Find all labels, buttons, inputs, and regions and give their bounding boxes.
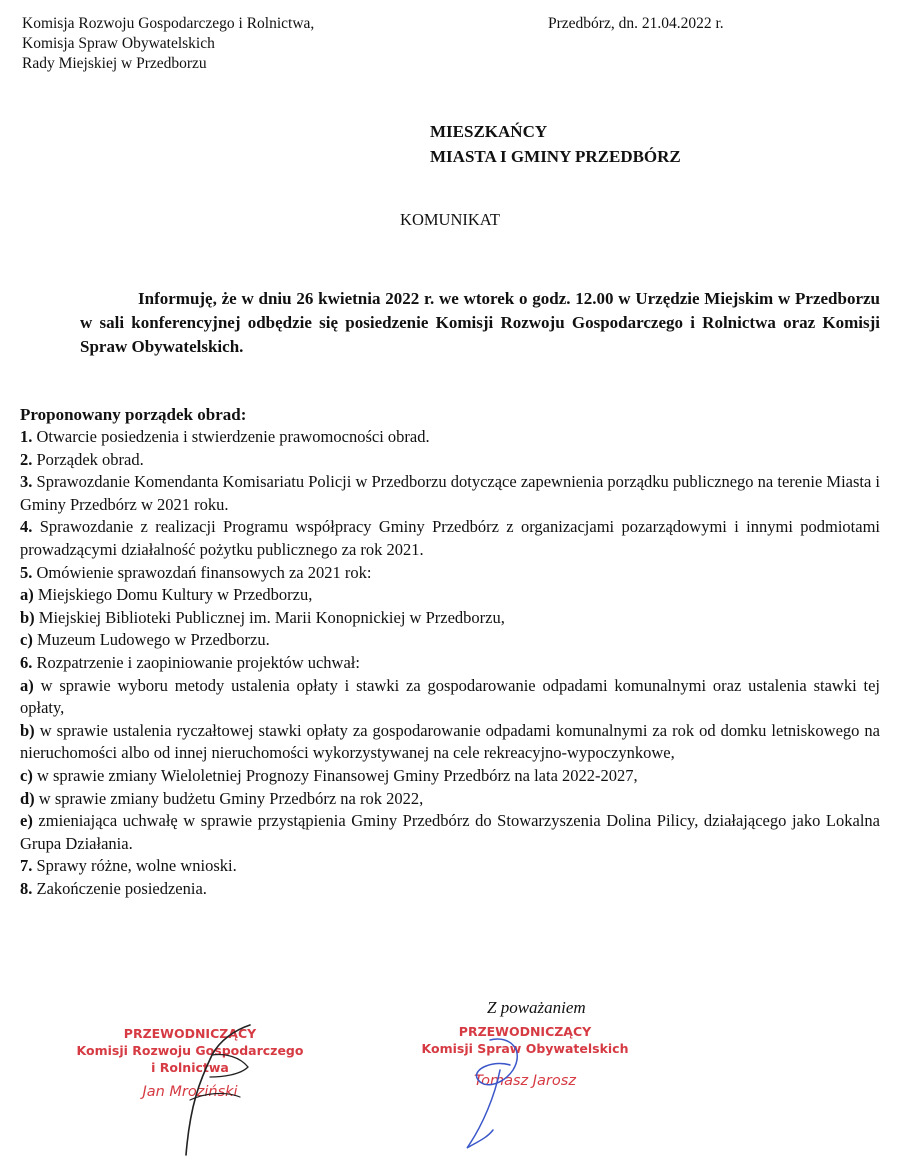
- agenda-item-text: [20, 629, 880, 652]
- agenda-item-body: w sprawie wyboru metody ustalenia opłaty i stawki za gospodarowanie odpadami komunalnymi oraz ustalenia stawki tej opłaty,: [20, 675, 881, 718]
- agenda-item: [20, 810, 880, 855]
- agenda-item-text: [20, 765, 880, 788]
- agenda-item-body: w sprawie zmiany budżetu Gminy Przedbórz na rok 2022,: [38, 788, 424, 808]
- agenda-item-text: [20, 607, 880, 630]
- agenda-item: [20, 516, 880, 561]
- intro-paragraph: Informuję, że w dniu 26 kwietnia 2022 r. we wtorek o godz. 12.00 w Urzędzie Miejskim w Przedborzu w sali konferencyjnej odbędzie się posiedzenie Komisji Rozwoju Gospodarczego i Rolnictwa oraz Komisji Spraw Obywatelskich.: [80, 289, 880, 356]
- agenda-item-body: Muzeum Ludowego w Przedborzu.: [36, 630, 270, 650]
- agenda-item-text: [20, 788, 880, 811]
- agenda-item-body: Rozpatrzenie i zaopiniowanie projektów uchwał:: [36, 652, 360, 672]
- agenda-item-body: Miejskiej Biblioteki Publicznej im. Marii Konopnickiej w Przedborzu,: [38, 607, 505, 627]
- agenda-item-text: [20, 516, 880, 561]
- agenda-section: [20, 404, 880, 900]
- agenda-item-number: 2.: [20, 449, 33, 469]
- agenda-item-number: a): [20, 585, 34, 605]
- addressee-block: [430, 119, 681, 169]
- agenda-item-number: d): [20, 788, 35, 808]
- agenda-item: [20, 426, 880, 449]
- closing-phrase: Z poważaniem: [487, 998, 586, 1017]
- agenda-item-body: Zakończenie posiedzenia.: [36, 878, 207, 898]
- agenda-item-number: 7.: [20, 856, 33, 876]
- agenda-item-body: Omówienie sprawozdań finansowych za 2021 rok:: [36, 562, 372, 582]
- agenda-item-number: b): [20, 720, 35, 740]
- agenda-item-number: 8.: [20, 878, 33, 898]
- agenda-item-number: 3.: [20, 472, 33, 492]
- stamp-line: PRZEWODNICZĄCY: [123, 1026, 257, 1041]
- agenda-list: [20, 426, 880, 900]
- agenda-title: Proponowany porządek obrad:: [20, 405, 247, 424]
- agenda-item-number: a): [20, 675, 34, 695]
- agenda-item: [20, 629, 880, 652]
- agenda-item-number: 4.: [20, 517, 33, 537]
- agenda-item-number: 6.: [20, 652, 33, 672]
- agenda-item-number: c): [20, 630, 33, 650]
- agenda-item: [20, 652, 880, 675]
- stamp-right: [405, 1023, 645, 1089]
- stamp-line: PRZEWODNICZĄCY: [458, 1024, 592, 1039]
- stamp-signatory-name: Tomasz Jarosz: [474, 1073, 576, 1089]
- stamp-line: i Rolnictwa: [151, 1060, 229, 1075]
- agenda-item-number: b): [20, 607, 35, 627]
- agenda-item-number: e): [20, 811, 33, 831]
- addressee-line: MIESZKAŃCY: [430, 122, 548, 141]
- agenda-item-text: [20, 855, 880, 878]
- agenda-item: [20, 562, 880, 585]
- document-title: KOMUNIKAT: [400, 210, 500, 229]
- agenda-item-text: [20, 720, 880, 765]
- agenda-item-text: [20, 449, 880, 472]
- agenda-item-text: [20, 584, 880, 607]
- agenda-item-body: Miejskiego Domu Kultury w Przedborzu,: [37, 585, 313, 605]
- agenda-item: [20, 788, 880, 811]
- sender-line: Komisja Spraw Obywatelskich: [22, 35, 215, 52]
- agenda-item-body: Otwarcie posiedzenia i stwierdzenie prawomocności obrad.: [36, 427, 430, 446]
- agenda-item-body: Porządek obrad.: [36, 449, 144, 469]
- place-date: Przedbórz, dn. 21.04.2022 r.: [548, 15, 724, 32]
- agenda-item-text: [20, 810, 880, 855]
- agenda-item-body: Sprawozdanie z realizacji Programu współpracy Gminy Przedbórz z organizacjami pozarządowymi i innymi podmiotami prowadzącymi działalność pożytku publicznego za rok 2021.: [20, 517, 880, 559]
- agenda-item-number: 5.: [20, 562, 33, 582]
- agenda-item: [20, 765, 880, 788]
- stamp-signatory-name: Jan Mroziński: [142, 1084, 238, 1100]
- agenda-item-text: [20, 562, 880, 585]
- agenda-item-text: [20, 878, 880, 901]
- sender-block: [22, 14, 314, 74]
- sender-line: Komisja Rozwoju Gospodarczego i Rolnictwa,: [22, 15, 315, 32]
- agenda-item-text: [20, 652, 880, 675]
- agenda-item-text: [20, 675, 880, 720]
- agenda-item-text: [20, 471, 880, 516]
- sender-line: Rady Miejskiej w Przedborzu: [22, 55, 207, 72]
- stamp-line: Komisji Rozwoju Gospodarczego: [76, 1043, 304, 1058]
- agenda-item-body: Sprawy różne, wolne wnioski.: [36, 856, 237, 876]
- agenda-item: [20, 878, 880, 901]
- agenda-item: [20, 471, 880, 516]
- agenda-item-text: [20, 426, 880, 449]
- agenda-item: [20, 584, 880, 607]
- stamp-line: Komisji Spraw Obywatelskich: [421, 1041, 629, 1056]
- agenda-item-body: w sprawie ustalenia ryczałtowej stawki opłaty za gospodarowanie odpadami komunalnymi za rok od domku letniskowego na nieruchomości albo od innej nieruchomości wykorzystywanej na cele rekreacyjno-wypoczynkowe,: [20, 720, 881, 763]
- agenda-item-number: 1.: [20, 427, 33, 446]
- addressee-line: MIASTA I GMINY PRZEDBÓRZ: [430, 147, 681, 166]
- agenda-item-body: zmieniająca uchwałę w sprawie przystąpienia Gminy Przedbórz do Stowarzyszenia Dolina Pilicy, działającego jako Lokalna Grupa Działania.: [20, 811, 880, 853]
- agenda-item-body: Sprawozdanie Komendanta Komisariatu Policji w Przedborzu dotyczące zapewnienia porządku publicznego na terenie Miasta i Gminy Przedbórz w 2021 roku.: [20, 472, 881, 514]
- agenda-item: [20, 607, 880, 630]
- agenda-item-body: w sprawie zmiany Wieloletniej Prognozy Finansowej Gminy Przedbórz na lata 2022-2027,: [36, 765, 638, 785]
- agenda-item: [20, 675, 880, 720]
- agenda-item: [20, 720, 880, 765]
- agenda-item-number: c): [20, 765, 33, 785]
- stamp-left: [70, 1025, 310, 1100]
- agenda-item: [20, 449, 880, 472]
- agenda-item: [20, 855, 880, 878]
